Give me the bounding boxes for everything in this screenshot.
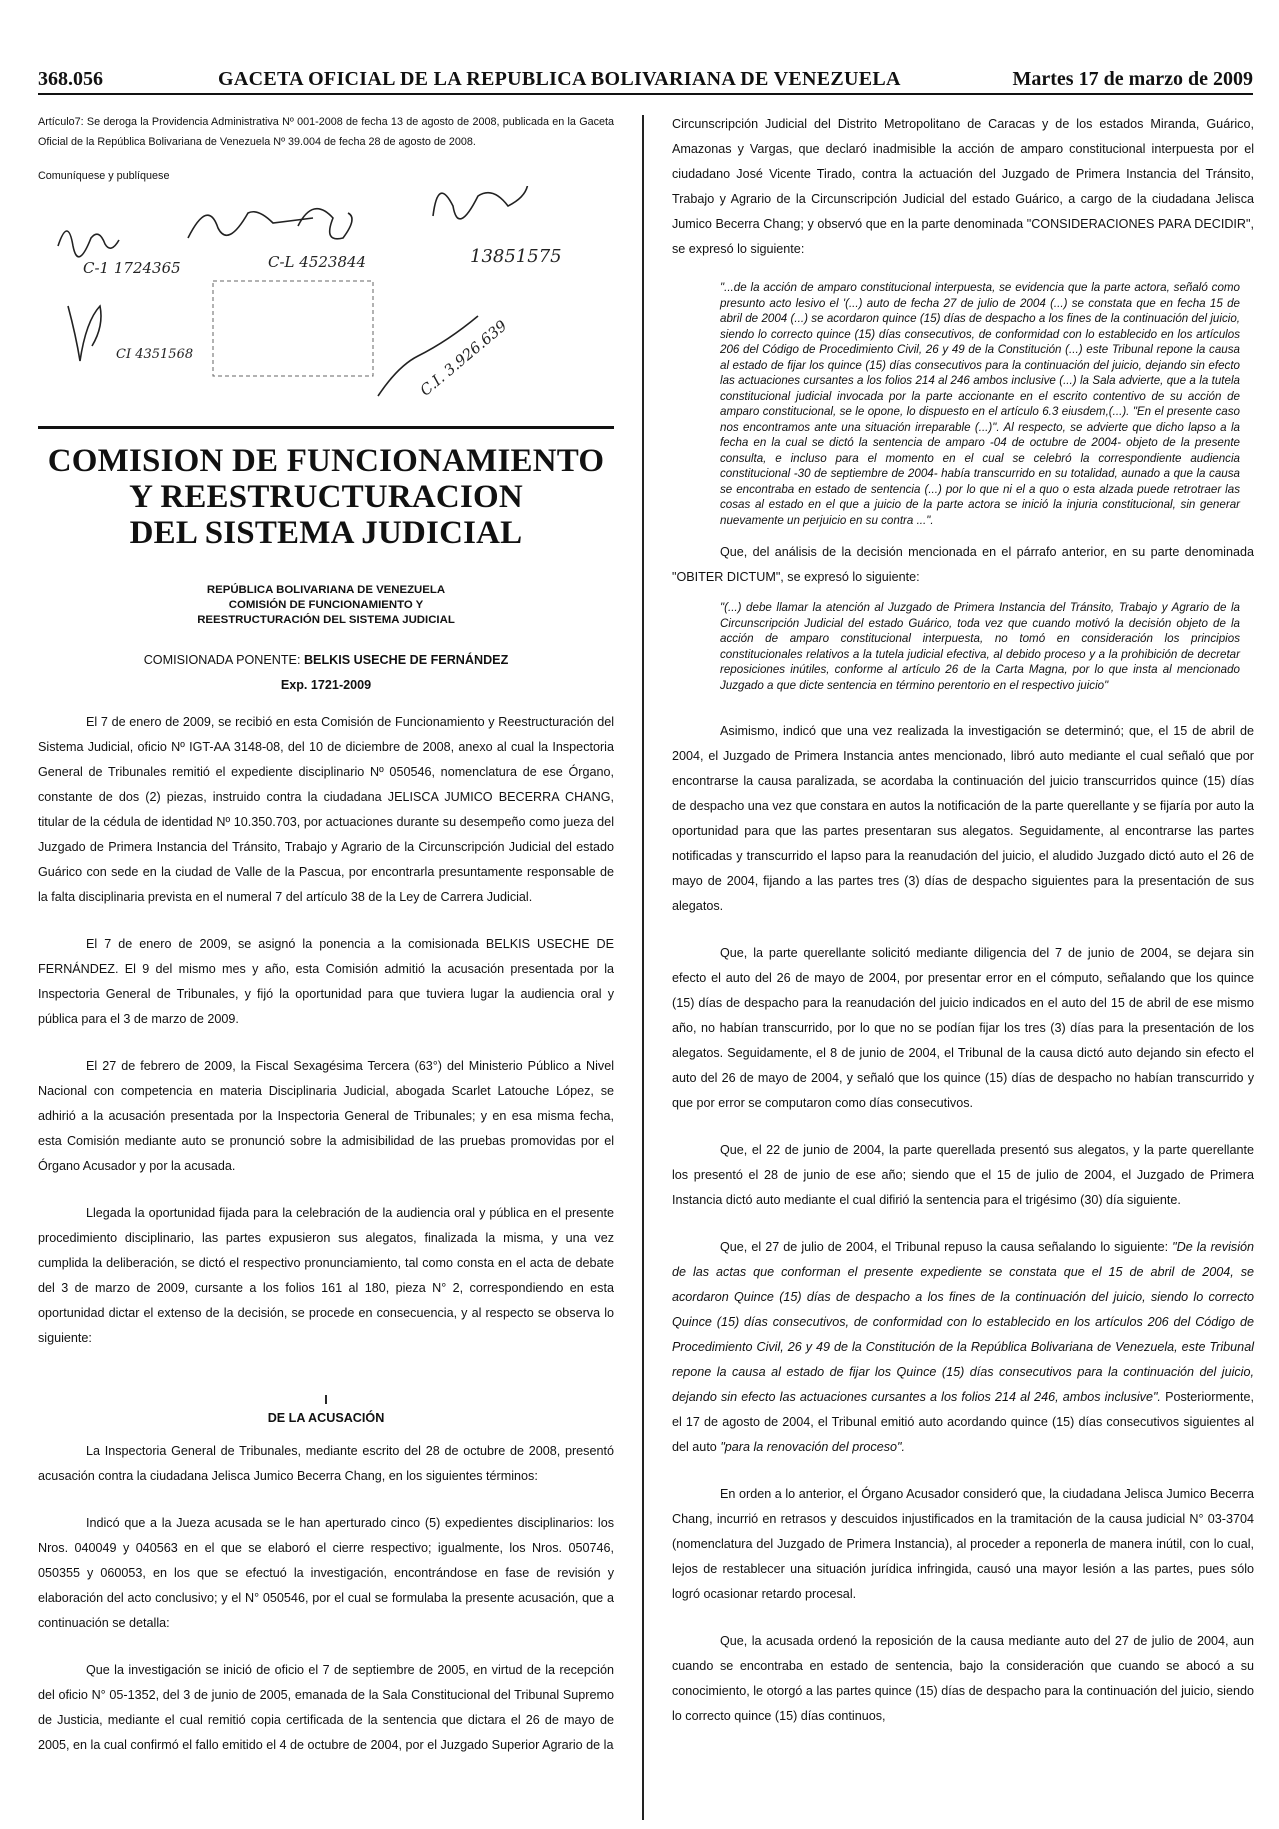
quote-1: "...de la acción de amparo constitucional interpuesta, se evidencia que la parte actora, señaló como presunto acto lesivo el '(...) auto de fecha 27 de julio de 2004 (...) se constata que en fecha 15 de abril de 2004 (...) se acordaron quince (15) días de despacho a los fines de la continuación del juicio, siendo lo correcto quince (15) días consecutivos, de conformidad con lo establecido en los artículos 206 del Código de Procedimiento Civil, 26 y 49 de la Constitución (...) este Tribunal repone la causa al estado de fijar los quince (15) días consecutivos para la continuación del juicio, dejando sin efecto las actuaciones cursantes a los folios 214 al 246 ambos inclusive (...) la Sala advierte, que a la tutela constitucional judicial invocada por la parte accionante en el escrito contentivo de su acción de amparo constitucional, se le opone, lo dispuesto en el artículo 6.3 eiusdem,(...). "En el presente caso nos encontramos ante una situación irreparable (...)". Al respecto, se advierte que dicho lapso a la fecha en la cual se dictó la sentencia de amparo -04 de octubre de 2004- objeto de la presente consulta, e incluso para el momento en el cual se celebró la correspondiente audiencia constitucional -30 de septiembre de 2004- había transcurrido en su totalidad, aunado a que la causa se encontraba en estado de sentencia (...) por lo que ni el a quo o esta alzada puede retrotraer las cosas al estado en el que a juicio de la parte actora se inició la injuria constitucional, sin generar nuevamente un perjuicio en su contra ...". <box>720 281 1240 527</box>
commission-title-line-1: COMISION DE FUNCIONAMIENTO <box>47 443 605 479</box>
left-paragraph-6: Indicó que a la Jueza acusada se le han aperturado cinco (5) expedientes disciplinarios: los Nros. 040049 y 040563 en el que se elaboró el cierre respectivo; igualmente, los Nros. 050746, 050355 y 060053, en los que se efectuó la investigación, encontrándose en fase de revisión y elaboración del acto conclusivo; y el N° 050546, por el cual se formulaba la presente acusación, que a continuación se detalla: <box>38 1516 614 1630</box>
right-paragraph-6d: "para la renovación del proceso". <box>720 1440 905 1454</box>
right-paragraph-2: Que, del análisis de la decisión mencionada en el párrafo anterior, en su parte denominada "OBITER DICTUM", se expresó lo siguiente: <box>672 545 1254 584</box>
header-rule <box>38 93 1253 95</box>
left-column <box>38 112 614 1758</box>
signatures-scribble <box>38 186 614 404</box>
gazette-header <box>38 68 1253 96</box>
right-paragraph-4: Que, la parte querellante solicitó mediante diligencia del 7 de junio de 2004, se dejara sin efecto el auto del 26 de mayo de 2004, por presentar error en el cómputo, señalando que los quince (15) días de despacho para la reanudación del juicio indicados en el auto del 15 de abril de ese mismo año, no habían transcurrido, por lo que no se podían fijar los tres (3) días para la presentación de los alegatos. Seguidamente, el 8 de junio de 2004, el Tribunal de la causa dictó auto dejando sin efecto el auto del 26 de mayo de 2004, y señaló que los quince (15) días de despacho no habían transcurrido y que por error se computaron como días consecutivos. <box>672 946 1254 1110</box>
right-paragraph-6 <box>672 1235 1254 1460</box>
left-paragraph-4: Llegada la oportunidad fijada para la celebración de la audiencia oral y pública en el presente procedimiento disciplinario, las partes expusieron sus alegatos, finalizada la misma, y una vez cumplida la deliberación, se dictó el respectivo pronunciamiento, tal como consta en el acta de debate del 3 de marzo de 2009, cursante a los folios 161 al 180, pieza N° 2, correspondiendo en esta oportunidad dictar el extenso de la decisión, se procede en consecuencia, y al respecto se observa lo siguiente: <box>38 1206 614 1345</box>
section-number: I <box>324 1393 328 1407</box>
ponente-line <box>38 648 614 673</box>
section-title: DE LA ACUSACIÓN <box>267 1411 385 1425</box>
commission-title-line-2: Y REESTRUCTURACION <box>129 479 523 515</box>
signature-id-5: C.I. 3.926.639 <box>416 316 511 400</box>
gazette-date: Martes 17 de marzo de 2009 <box>1012 68 1253 90</box>
right-paragraph-5: Que, el 22 de junio de 2004, la parte querellada presentó sus alegatos, y la parte querellante los presentó el 28 de junio de ese año; siendo que el 15 de julio de 2004, el Juzgado de Primera Instancia dictó auto mediante el cual difirió la sentencia para el trigésimo (30) día siguiente. <box>672 1143 1254 1207</box>
right-paragraph-7: En orden a lo anterior, el Órgano Acusador consideró que, la ciudadana Jelisca Jumico Becerra Chang, incurrió en retrasos y descuidos injustificados en la tramitación de la causa judicial N° 03-3704 (nomenclatura del Juzgado de Primera Instancia), al proceder a reponerla de manera inútil, con lo cual, lejos de restablecer una situación jurídica infringida, causó una mayor lesión a las partes, pues sólo logró ocasionar retardo procesal. <box>672 1487 1254 1601</box>
quote-2: "(...) debe llamar la atención al Juzgado de Primera Instancia del Tránsito, Trabajo y Agrario de la Circunscripción Judicial del estado Guárico, toda vez que cuando motivó la decisión objeto de la acción de amparo constitucional interpuesta, no tomó en consideración los principios constitucionales relativos a la tutela judicial efectiva, al debido proceso y a la prohibición de decretar reposiciones inútiles, conforme al artículo 26 de la Carta Magna, por lo que insta al mencionado Juzgado a que dicte sentencia en término perentorio en el respectivo juicio" <box>720 601 1240 692</box>
signature-id-2: CI 4351568 <box>116 347 194 362</box>
ponente-name: BELKIS USECHE DE FERNÁNDEZ <box>303 653 509 667</box>
right-paragraph-6c: Posteriormente, el 17 de agosto de 2004, el Tribunal emitió auto acordando quince (15) días consecutivos siguientes al del auto <box>672 1390 1254 1454</box>
sub-heading-1: REPÚBLICA BOLIVARIANA DE VENEZUELA <box>206 584 446 596</box>
right-paragraph-6b: "De la revisión de las actas que conforman el presente expediente se constata que el 15 de abril de 2004, se acordaron Quince (15) días de despacho a los fines de la continuación del juicio, siendo lo correcto Quince (15) días consecutivos, de conformidad con lo establecido en los artículos 206 del Código de Procedimiento Civil, 26 y 49 de la Constitución de la República Bolivariana de Venezuela, este Tribunal repone la causa al estado de fijar los Quince (15) días consecutivos para la continuación del juicio, dejando sin efecto las actuaciones cursantes a los folios 214 al 246, ambos inclusive". <box>672 1240 1255 1404</box>
left-paragraph-2: El 7 de enero de 2009, se asignó la ponencia a la comisionada BELKIS USECHE DE FERNÁNDEZ. El 9 del mismo mes y año, esta Comisión admitió la acusación presentada por la Inspectoria General de Tribunales, y fijó la oportunidad para que tuviera lugar la audiencia oral y pública para el 3 de marzo de 2009. <box>38 937 614 1026</box>
article-7: Artículo7: Se deroga la Providencia Administrativa Nº 001-2008 de fecha 13 de agosto de 2008, publicada en la Gaceta Oficial de la República Bolivariana de Venezuela Nº 39.004 de fecha 28 de agosto de 2008. <box>38 116 614 148</box>
right-column <box>672 112 1254 1729</box>
sub-heading-2: COMISIÓN DE FUNCIONAMIENTO Y <box>228 599 424 611</box>
signature-block <box>38 186 614 404</box>
signature-id-1: C-1 1724365 <box>83 259 181 277</box>
commission-title-line-3: DEL SISTEMA JUDICIAL <box>129 515 523 551</box>
comuniquese-line: Comuníquese y publíquese <box>38 170 170 182</box>
left-paragraph-1: El 7 de enero de 2009, se recibió en esta Comisión de Funcionamiento y Reestructuración del Sistema Judicial, oficio Nº IGT-AA 3148-08, del 10 de diciembre de 2008, anexo al cual la Inspectoria General de Tribunales remitió el expediente disciplinario Nº 050546, nomenclatura de ese Órgano, constante de dos (2) piezas, instruido contra la ciudadana JELISCA JUMICO BECERRA CHANG, titular de la cédula de identidad Nº 10.350.703, por actuaciones durante su desempeño como jueza del Juzgado de Primera Instancia del Tránsito, Trabajo y Agrario de la Circunscripción Judicial del estado Guárico con sede en la ciudad de Valle de la Pascua, por encontrarla presuntamente responsable de la falta disciplinaria prevista en el numeral 7 del artículo 38 de la Ley de Carrera Judicial. <box>38 715 614 904</box>
sub-heading-3: REESTRUCTURACIÓN DEL SISTEMA JUDICIAL <box>197 614 455 626</box>
left-paragraph-3: El 27 de febrero de 2009, la Fiscal Sexagésima Tercera (63°) del Ministerio Público a Nivel Nacional con competencia en materia Disciplinaria Judicial, abogada Scarlet Latouche López, se adhirió a la acusación presentada por la Inspectoria General de Tribunales; y en esa misma fecha, esta Comisión mediante auto se pronunció sobre la admisibilidad de las pruebas promovidas por el Órgano Acusador y por la acusada. <box>38 1059 614 1173</box>
left-paragraph-5: La Inspectoria General de Tribunales, mediante escrito del 28 de octubre de 2008, presentó acusación contra la ciudadana Jelisca Jumico Becerra Chang, en los siguientes términos: <box>38 1444 614 1483</box>
column-divider <box>642 115 644 1820</box>
signature-id-3: C-L 4523844 <box>268 253 367 271</box>
signature-id-4: 13851575 <box>470 246 562 267</box>
gazette-title: GACETA OFICIAL DE LA REPUBLICA BOLIVARIANA DE VENEZUELA <box>218 68 901 90</box>
expediente-number: Exp. 1721-2009 <box>280 678 372 692</box>
right-paragraph-1: Circunscripción Judicial del Distrito Metropolitano de Caracas y de los estados Miranda, Guárico, Amazonas y Vargas, que declaró inadmisible la acción de amparo constitucional interpuesta por el ciudadano José Vicente Tirado, contra la actuación del Juzgado de Primera Instancia del Tránsito, Trabajo y Agrario de la Circunscripción Judicial del estado Guárico, a cargo de la ciudadana Jelisca Jumico Becerra Chang; y observó que en la parte denominada "CONSIDERACIONES PARA DECIDIR", se expresó lo siguiente: <box>672 117 1254 256</box>
page-number: 368.056 <box>38 68 103 90</box>
right-paragraph-8: Que, la acusada ordenó la reposición de la causa mediante auto del 27 de julio de 2004, aun cuando se encontraba en estado de sentencia, bajo la consideración que cuando se abocó a su conocimiento, le otorgó a las partes quince (15) días de despacho para la continuación del juicio, siendo lo correcto quince (15) días continuos, <box>672 1634 1254 1723</box>
ponente-label: COMISIONADA PONENTE: <box>143 653 304 667</box>
commission-title <box>38 443 614 551</box>
left-paragraph-7: Que la investigación se inició de oficio el 7 de septiembre de 2005, en virtud de la recepción del oficio N° 05-1352, del 3 de junio de 2005, emanada de la Sala Constitucional del Tribunal Supremo de Justicia, mediante el cual remitió copia certificada de la sentencia que dictara el 26 de mayo de 2005, en la cual confirmó el fallo emitido el 4 de octubre de 2004, por el Juzgado Superior Agrario de la <box>38 1663 614 1752</box>
right-paragraph-3: Asimismo, indicó que una vez realizada la investigación se determinó; que, el 15 de abril de 2004, el Juzgado de Primera Instancia antes mencionado, libró auto mediante el cual señaló que por encontrarse la causa paralizada, se acordaba la continuación del juicio transcurridos quince (15) días de despacho una vez que constara en autos la notificación de la parte querellante y se fijaría por auto la oportunidad para que las partes presentaran sus alegatos. Seguidamente, al encontrarse las partes notificadas y transcurrido el lapso para la reanudación del juicio, el aludido Juzgado dictó auto el 26 de mayo de 2004, fijando a las partes tres (3) días de despacho siguientes para la presentación de sus alegatos. <box>672 724 1254 913</box>
right-paragraph-6a: Que, el 27 de julio de 2004, el Tribunal repuso la causa señalando lo siguiente: <box>720 1240 1173 1254</box>
